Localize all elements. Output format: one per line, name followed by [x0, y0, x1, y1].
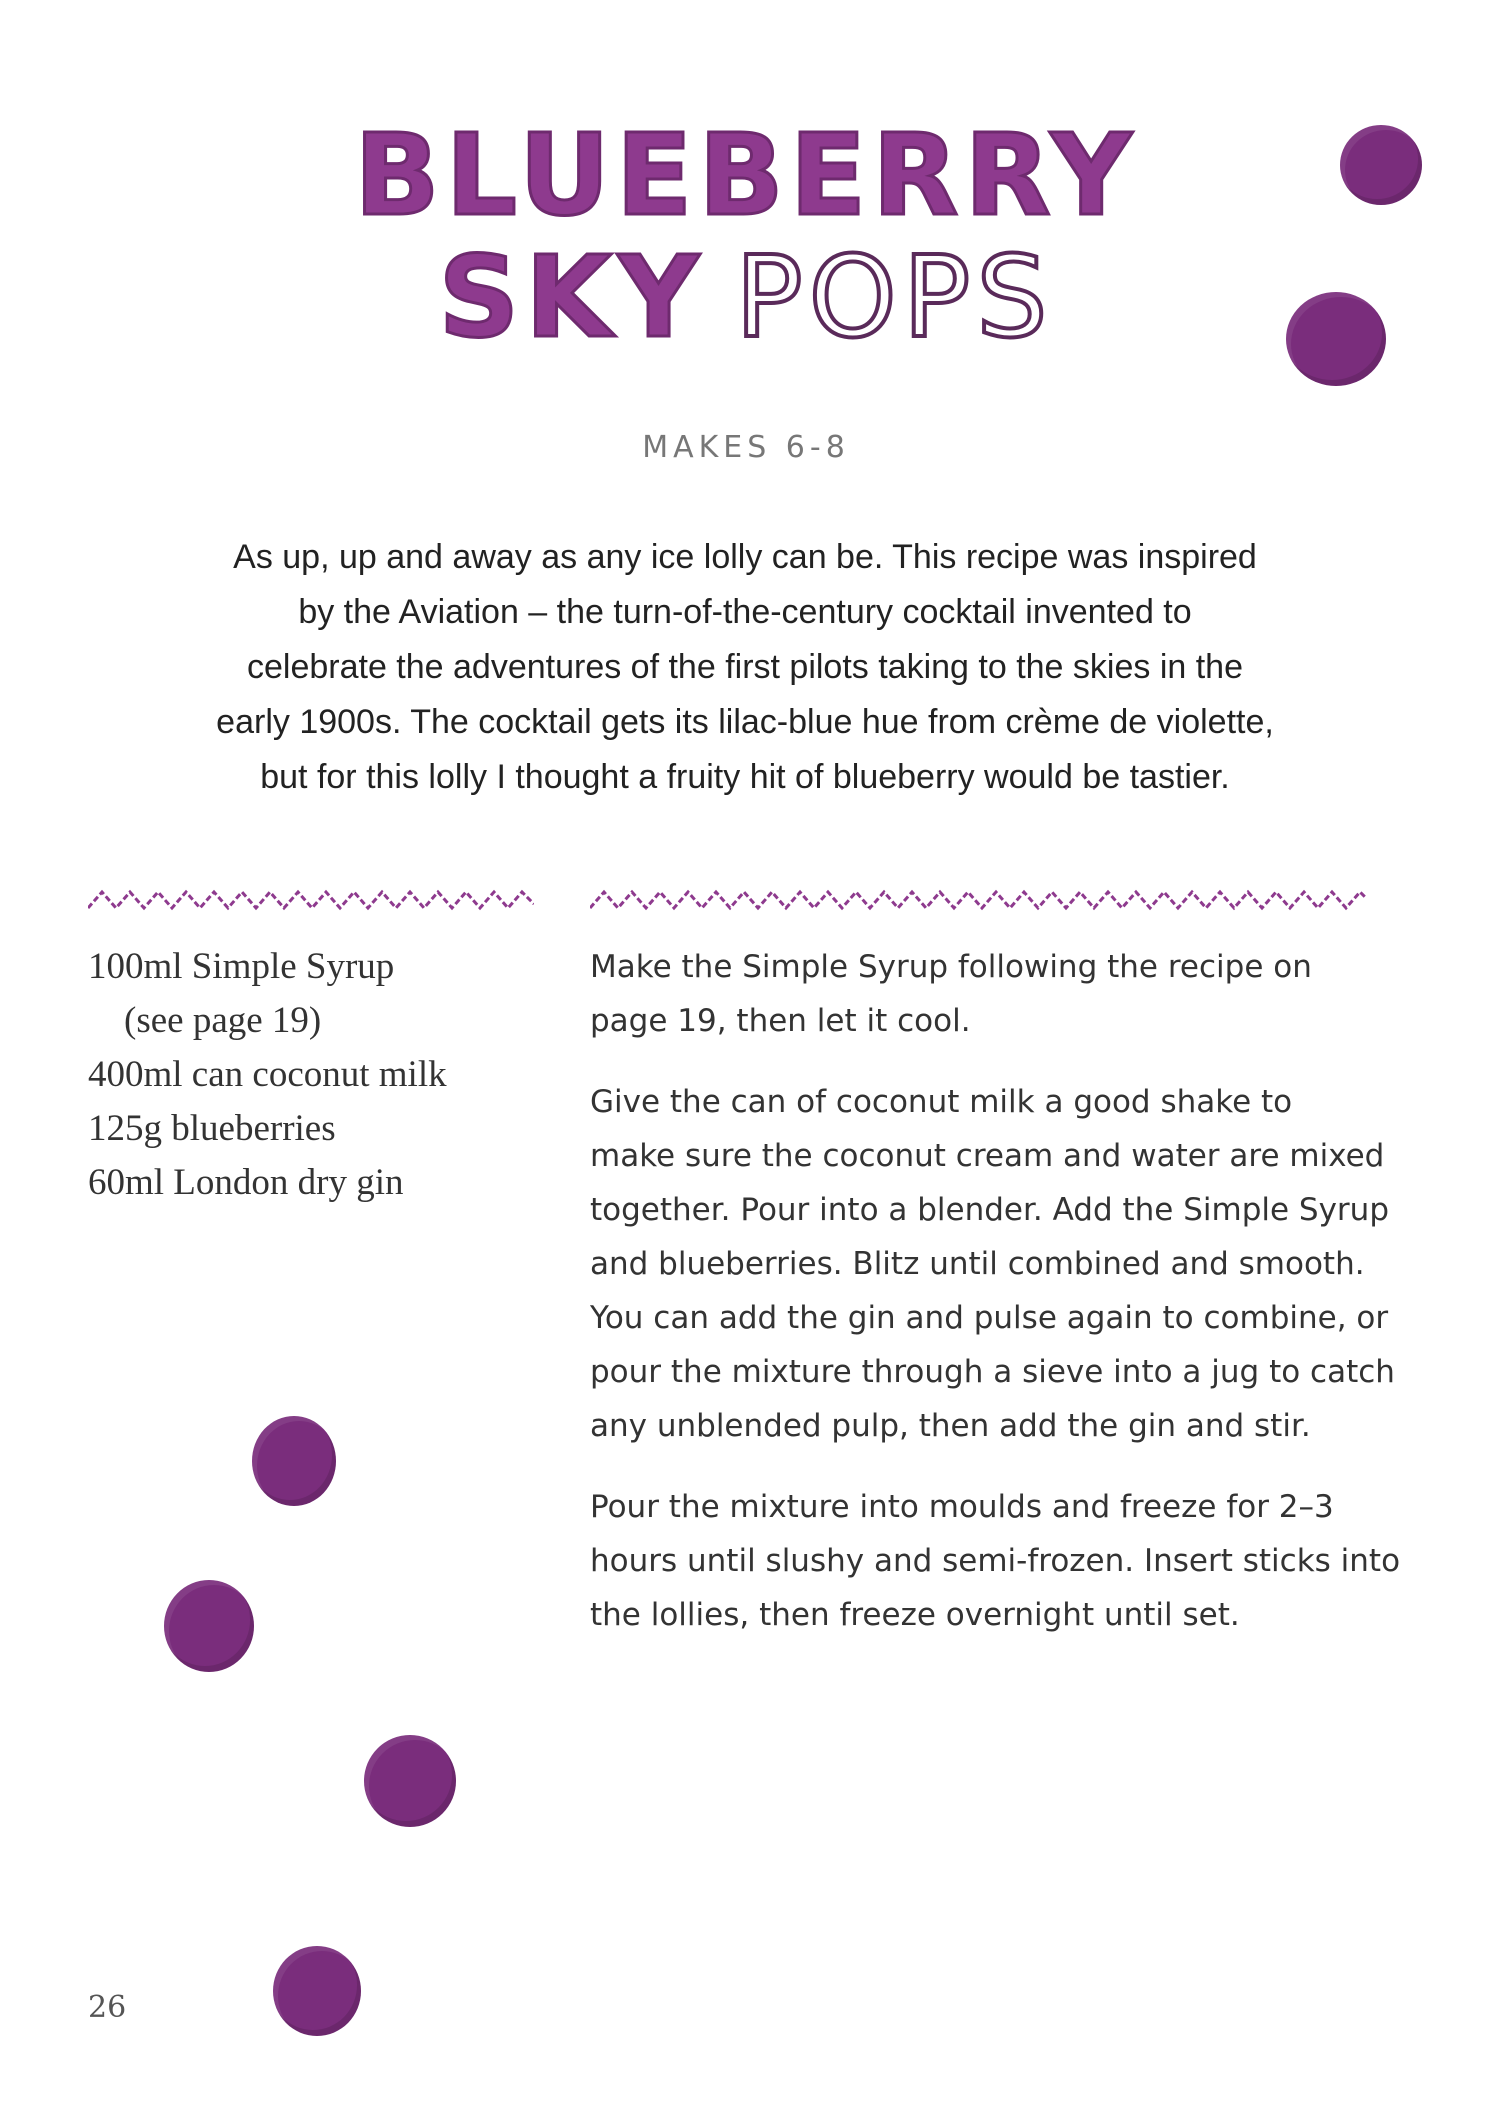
ingredient-item: 125g blueberries — [88, 1108, 336, 1149]
intro-line: As up, up and away as any ice lolly can be. This recipe was inspired — [233, 538, 1257, 576]
zigzag-divider-method — [590, 880, 1366, 920]
method-line: and blueberries. Blitz until combined and smooth. — [590, 1246, 1365, 1282]
blueberry-decoration — [164, 1580, 254, 1672]
blueberry-decoration — [1340, 125, 1422, 205]
ingredients-list — [88, 940, 548, 1210]
method-line: page 19, then let it cool. — [590, 1003, 971, 1039]
method-steps — [590, 940, 1401, 1669]
method-line: any unblended pulp, then add the gin and stir. — [590, 1408, 1311, 1444]
method-step — [590, 1075, 1395, 1453]
title-line-1: BLUEBERRY — [354, 111, 1138, 241]
method-line: Give the can of coconut milk a good shake to — [590, 1084, 1293, 1120]
intro-line: but for this lolly I thought a fruity hit of blueberry would be tastier. — [260, 758, 1230, 796]
ingredient-item: 60ml London dry gin — [88, 1162, 404, 1203]
intro-line: celebrate the adventures of the first pilots taking to the skies in the — [246, 648, 1243, 686]
blueberry-decoration — [273, 1946, 361, 2036]
method-line: Make the Simple Syrup following the recipe on — [590, 949, 1312, 985]
method-line: make sure the coconut cream and water are mixed — [590, 1138, 1385, 1174]
method-step — [590, 940, 1380, 1048]
title-word-pops: POPS — [735, 233, 1054, 363]
zigzag-divider-ingredients — [88, 880, 534, 920]
method-step — [590, 1480, 1401, 1642]
method-line: the lollies, then freeze overnight until set. — [590, 1597, 1240, 1633]
method-line: hours until slushy and semi-frozen. Insert sticks into — [590, 1543, 1401, 1579]
title-line-2 — [0, 233, 1492, 363]
method-line: together. Pour into a blender. Add the Simple Syrup — [590, 1192, 1390, 1228]
method-line: pour the mixture through a sieve into a jug to catch — [590, 1354, 1395, 1390]
ingredient-item: 400ml can coconut milk — [88, 1054, 447, 1095]
blueberry-decoration — [1286, 292, 1386, 386]
page-number: 26 — [88, 1990, 127, 2025]
intro-line: by the Aviation – the turn-of-the-century cocktail invented to — [298, 593, 1192, 631]
blueberry-decoration — [252, 1416, 336, 1506]
ingredient-note: (see page 19) — [124, 1000, 322, 1041]
ingredient-item: 100ml Simple Syrup — [88, 946, 395, 987]
blueberry-decoration — [364, 1735, 456, 1827]
intro-paragraph — [170, 530, 1320, 805]
yield-label: MAKES 6-8 — [642, 430, 850, 465]
method-line: You can add the gin and pulse again to combine, or — [590, 1300, 1389, 1336]
intro-line: early 1900s. The cocktail gets its lilac-blue hue from crème de violette, — [216, 703, 1274, 741]
title-word-sky: SKY — [438, 233, 706, 363]
method-line: Pour the mixture into moulds and freeze for 2–3 — [590, 1489, 1334, 1525]
